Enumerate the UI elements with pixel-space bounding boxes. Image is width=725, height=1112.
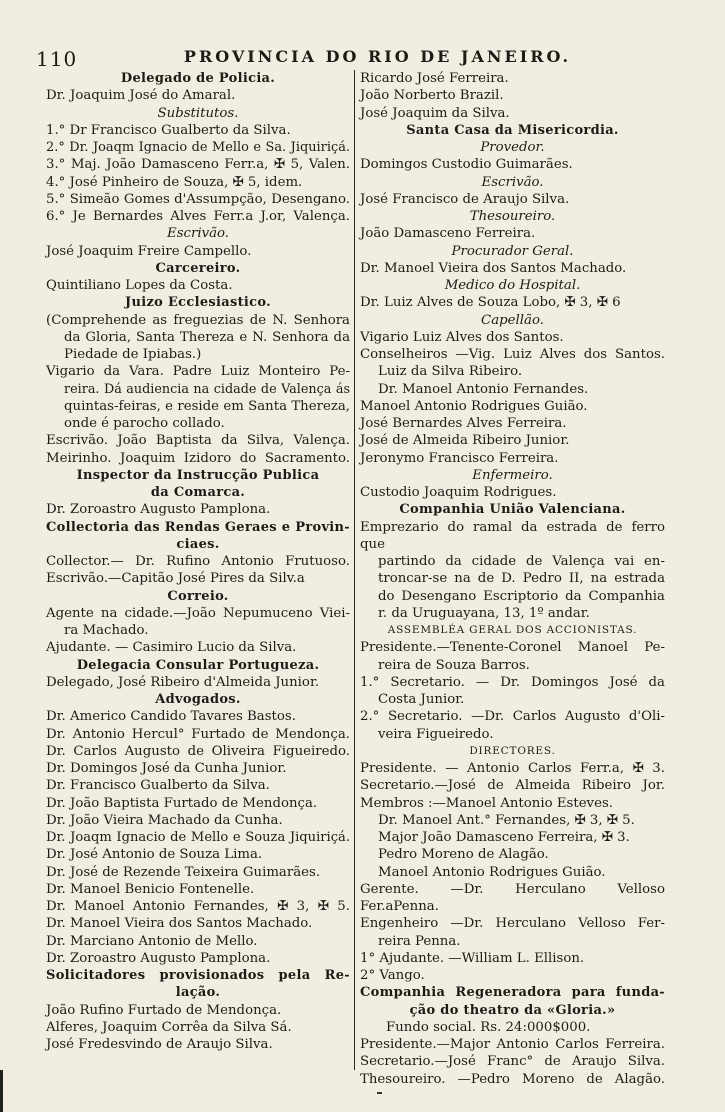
left-column-line: Carcereiro. [155,260,241,276]
left-column-line: Collectoria das Rendas Geraes e Provin- [46,519,350,535]
page-number: 110 [36,47,78,71]
binding-edge-mark [0,1070,3,1112]
right-column-line: partindo da cidade de Valença vai en- [378,554,665,569]
left-column-line: Delegacia Consular Portugueza. [76,657,320,673]
right-column-line: Costa Junior. [378,692,465,707]
right-column-line: troncar-se na de D. Pedro II, na estrada [378,571,665,587]
left-column-line: Dr. João Vieira Machado da Cunha. [46,812,283,828]
left-column-line: Quintiliano Lopes da Costa. [46,278,233,293]
right-column-line: 2.° Secretario. —Dr. Carlos Augusto d'Oli- [360,709,665,725]
left-column-line: Collector.— Dr. Rufino Antonio Frutuoso. [46,554,350,569]
right-column-line: Companhia União Valenciana. [399,502,626,518]
left-column-line: Delegado de Policia. [120,71,276,86]
left-column-line: Dr. Antonio Hercul° Furtado de Mendonça. [46,726,350,742]
left-column-line: 6.° Je Bernardes Alves Ferr.a J.or, Valença. [46,209,350,224]
right-column-line: Custodio Joaquim Rodrigues. [360,485,557,500]
left-column-line: Dr. José de Rezende Teixeira Guimarães. [46,864,321,880]
left-column-line: da Gloria, Santa Thereza e N. Senhora da [64,329,350,345]
right-column-line: Medico do Hospital. [444,278,581,293]
right-column-line: veira Figueiredo. [378,726,494,742]
left-column-line: Escrivão. [166,226,230,242]
left-column-line: Advogados. [155,692,241,707]
right-column-line: 2° Vango. [360,968,425,983]
right-column-line: Companhia Regeneradora para funda- [360,985,665,1001]
left-column-line: lação. [175,985,221,1001]
left-column-line: onde é parocho collado. [64,416,225,431]
right-column [360,70,665,1088]
right-column-line: Jeronymo Francisco Ferreira. [360,450,559,466]
left-column-line: Dr. João Baptista Furtado de Mendonça. [46,795,318,811]
right-column-line: Thesoureiro. [469,209,556,224]
ink-speck [377,1092,382,1094]
right-column-line: DIRECTORES. [469,744,556,757]
left-column-line: ciaes. [176,536,220,552]
left-column-line: Substitutos. [157,105,239,121]
left-column-line: Delegado, José Ribeiro d'Almeida Junior. [46,674,320,690]
left-column-line: Vigario da Vara. Padre Luiz Monteiro Pe- [46,364,350,380]
right-column-line: José Joaquim da Silva. [360,105,510,121]
left-column-line: ra Machado. [64,623,149,638]
right-column-line: Conselheiros —Vig. Luiz Alves dos Santos. [360,347,665,362]
right-column-line: Dr. Manoel Ant.° Fernandes, ✠ 3, ✠ 5. [378,812,635,828]
right-column-line: Escrivão. [481,174,544,190]
right-column-line: João Damasceno Ferreira. [360,226,536,242]
left-column-line: Dr. Manoel Benicio Fontenelle. [46,881,255,897]
left-column-line: Dr. Americo Candido Tavares Bastos. [46,709,296,725]
right-column-line: José Bernardes Alves Ferreira. [360,416,567,431]
left-column-line: Inspector da Instrucção Publica [76,467,320,483]
left-column-line: 2.° Dr. Joaqm Ignacio de Mello e Sa. Jiquiriçá. [46,140,350,155]
left-column-line: Meirinho. Joaquim Izidoro do Sacramento. [46,450,350,466]
right-column-line: Secretario.—José de Almeida Ribeiro Jor. [360,778,665,794]
left-column-line: Correio. [167,588,229,604]
left-column-line: quintas-feiras, e reside em Santa Thereza, [64,398,350,414]
right-column-line: José Francisco de Araujo Silva. [360,191,570,207]
right-column-line: Secretario.—José Franc° de Araujo Silva. [360,1054,665,1070]
right-column-line: Engenheiro —Dr. Herculano Velloso Fer- [360,916,665,932]
left-column-line: (Comprehende as freguezias de N. Senhora [46,312,350,328]
right-column-line: Ricardo José Ferreira. [360,71,509,86]
left-column-line: Dr. Manoel Antonio Fernandes, ✠ 3, ✠ 5. [46,899,350,914]
left-column-line: Dr. Carlos Augusto de Oliveira Figueiredo. [46,743,350,759]
right-column-line: Presidente.—Tenente-Coronel Manoel Pe- [360,640,665,656]
right-column-line: Presidente. — Antonio Carlos Ferr.a, ✠ 3. [360,761,665,776]
column-divider [354,70,355,1070]
right-column-line: Vigario Luiz Alves dos Santos. [360,329,564,345]
right-column-line: Manoel Antonio Rodrigues Guião. [360,398,588,414]
right-column-line: do Desengano Escriptorio da Companhia [378,588,665,604]
left-column-line: José Fredesvindo de Araujo Silva. [46,1037,273,1052]
left-column-line: Juizo Ecclesiastico. [125,295,271,311]
right-column-line: ASSEMBLÉA GERAL DOS ACCIONISTAS. [387,624,638,636]
right-column-line: Santa Casa da Misericordia. [406,122,619,138]
right-column-line: Dr. Manoel Vieira dos Santos Machado. [360,260,627,276]
left-column-line: Dr. Zoroastro Augusto Pamplona. [46,950,271,966]
left-column-line: Agente na cidade.—João Nepumuceno Viei- [46,605,350,621]
right-column-line: Capellão. [481,312,544,328]
left-column-line: Dr. Joaqm Ignacio de Mello e Souza Jiquiriçá. [46,830,350,845]
left-column-line: Solicitadores provisionados pela Re- [46,968,350,983]
right-column-line: Major João Damasceno Ferreira, ✠ 3. [378,830,630,845]
running-head: PROVINCIA DO RIO DE JANEIRO. [183,47,572,66]
left-column-line: Dr. Joaquim José do Amaral. [46,88,236,104]
right-column-line: Pedro Moreno de Alagão. [378,847,549,863]
left-column-line: Escrivão. João Baptista da Silva, Valença. [46,433,350,449]
right-column-line: Dr. Manoel Antonio Fernandes. [378,381,589,397]
left-column-line: Dr. Marciano Antonio de Mello. [46,933,258,949]
right-column-line: Presidente.—Major Antonio Carlos Ferreira. [360,1037,665,1052]
right-column-line: Manoel Antonio Rodrigues Guião. [378,864,606,880]
left-column-line: Dr. Zoroastro Augusto Pamplona. [46,502,271,518]
right-column-line: Thesoureiro. —Pedro Moreno de Alagão. [360,1071,665,1087]
right-column-line: Procurador Geral. [451,243,574,259]
left-column-line: José Joaquim Freire Campello. [46,243,252,259]
right-column-line: reira de Souza Barros. [378,657,530,673]
right-column-line: reira Penna. [378,933,461,949]
left-column-line: Piedade de Ipiabas.) [64,347,202,362]
left-column-line: Dr. José Antonio de Souza Lima. [46,847,263,863]
right-column-line: Fundo social. Rs. 24:000$000. [386,1019,591,1035]
right-column-line: Domingos Custodio Guimarães. [360,157,573,173]
left-column-line: 1.° Dr Francisco Gualberto da Silva. [46,122,291,138]
right-column-line: Gerente. —Dr. Herculano Velloso Fer.aPenna. [360,881,665,914]
left-column-line: 5.° Simeão Gomes d'Assumpção, Desengano. [46,191,350,207]
right-column-line: r. da Uruguayana, 13, 1º andar. [378,605,590,621]
left-column-line: Dr. Manoel Vieira dos Santos Machado. [46,916,313,932]
right-column-line: ção do theatro da «Gloria.» [409,1002,616,1018]
left-column [46,70,350,1053]
left-column-line: Dr. Francisco Gualberto da Silva. [46,778,270,794]
right-column-line: Luiz da Silva Ribeiro. [378,364,523,380]
right-column-line: Emprezario do ramal da estrada de ferro que [360,519,665,552]
left-column-line: Dr. Domingos José da Cunha Junior. [46,761,287,776]
left-column-line: Escrivão.—Capitão José Pires da Silv.a [46,571,305,587]
right-column-line: 1° Ajudante. —William L. Ellison. [360,950,585,966]
right-column-line: Membros :—Manoel Antonio Esteves. [360,795,613,811]
right-column-line: João Norberto Brazil. [360,88,504,104]
left-column-line: Alferes, Joaquim Corrêa da Silva Sá. [46,1019,292,1035]
left-column-line: reira. Dá audiencia na cidade de Valença ás [64,381,350,397]
left-column-line: João Rufino Furtado de Mendonça. [46,1002,282,1018]
right-column-line: Dr. Luiz Alves de Souza Lobo, ✠ 3, ✠ 6 [360,295,621,311]
left-column-line: 3.° Maj. João Damasceno Ferr.a, ✠ 5, Valen. [46,157,350,173]
left-column-line: Ajudante. — Casimiro Lucio da Silva. [46,640,297,656]
left-column-line: 4.° José Pinheiro de Souza, ✠ 5, idem. [46,174,303,190]
right-column-line: 1.° Secretario. — Dr. Domingos José da [360,674,665,690]
right-column-line: Provedor. [480,140,545,155]
left-column-line: da Comarca. [150,485,246,500]
right-column-line: Enfermeiro. [472,467,553,483]
right-column-line: José de Almeida Ribeiro Junior. [360,433,570,449]
